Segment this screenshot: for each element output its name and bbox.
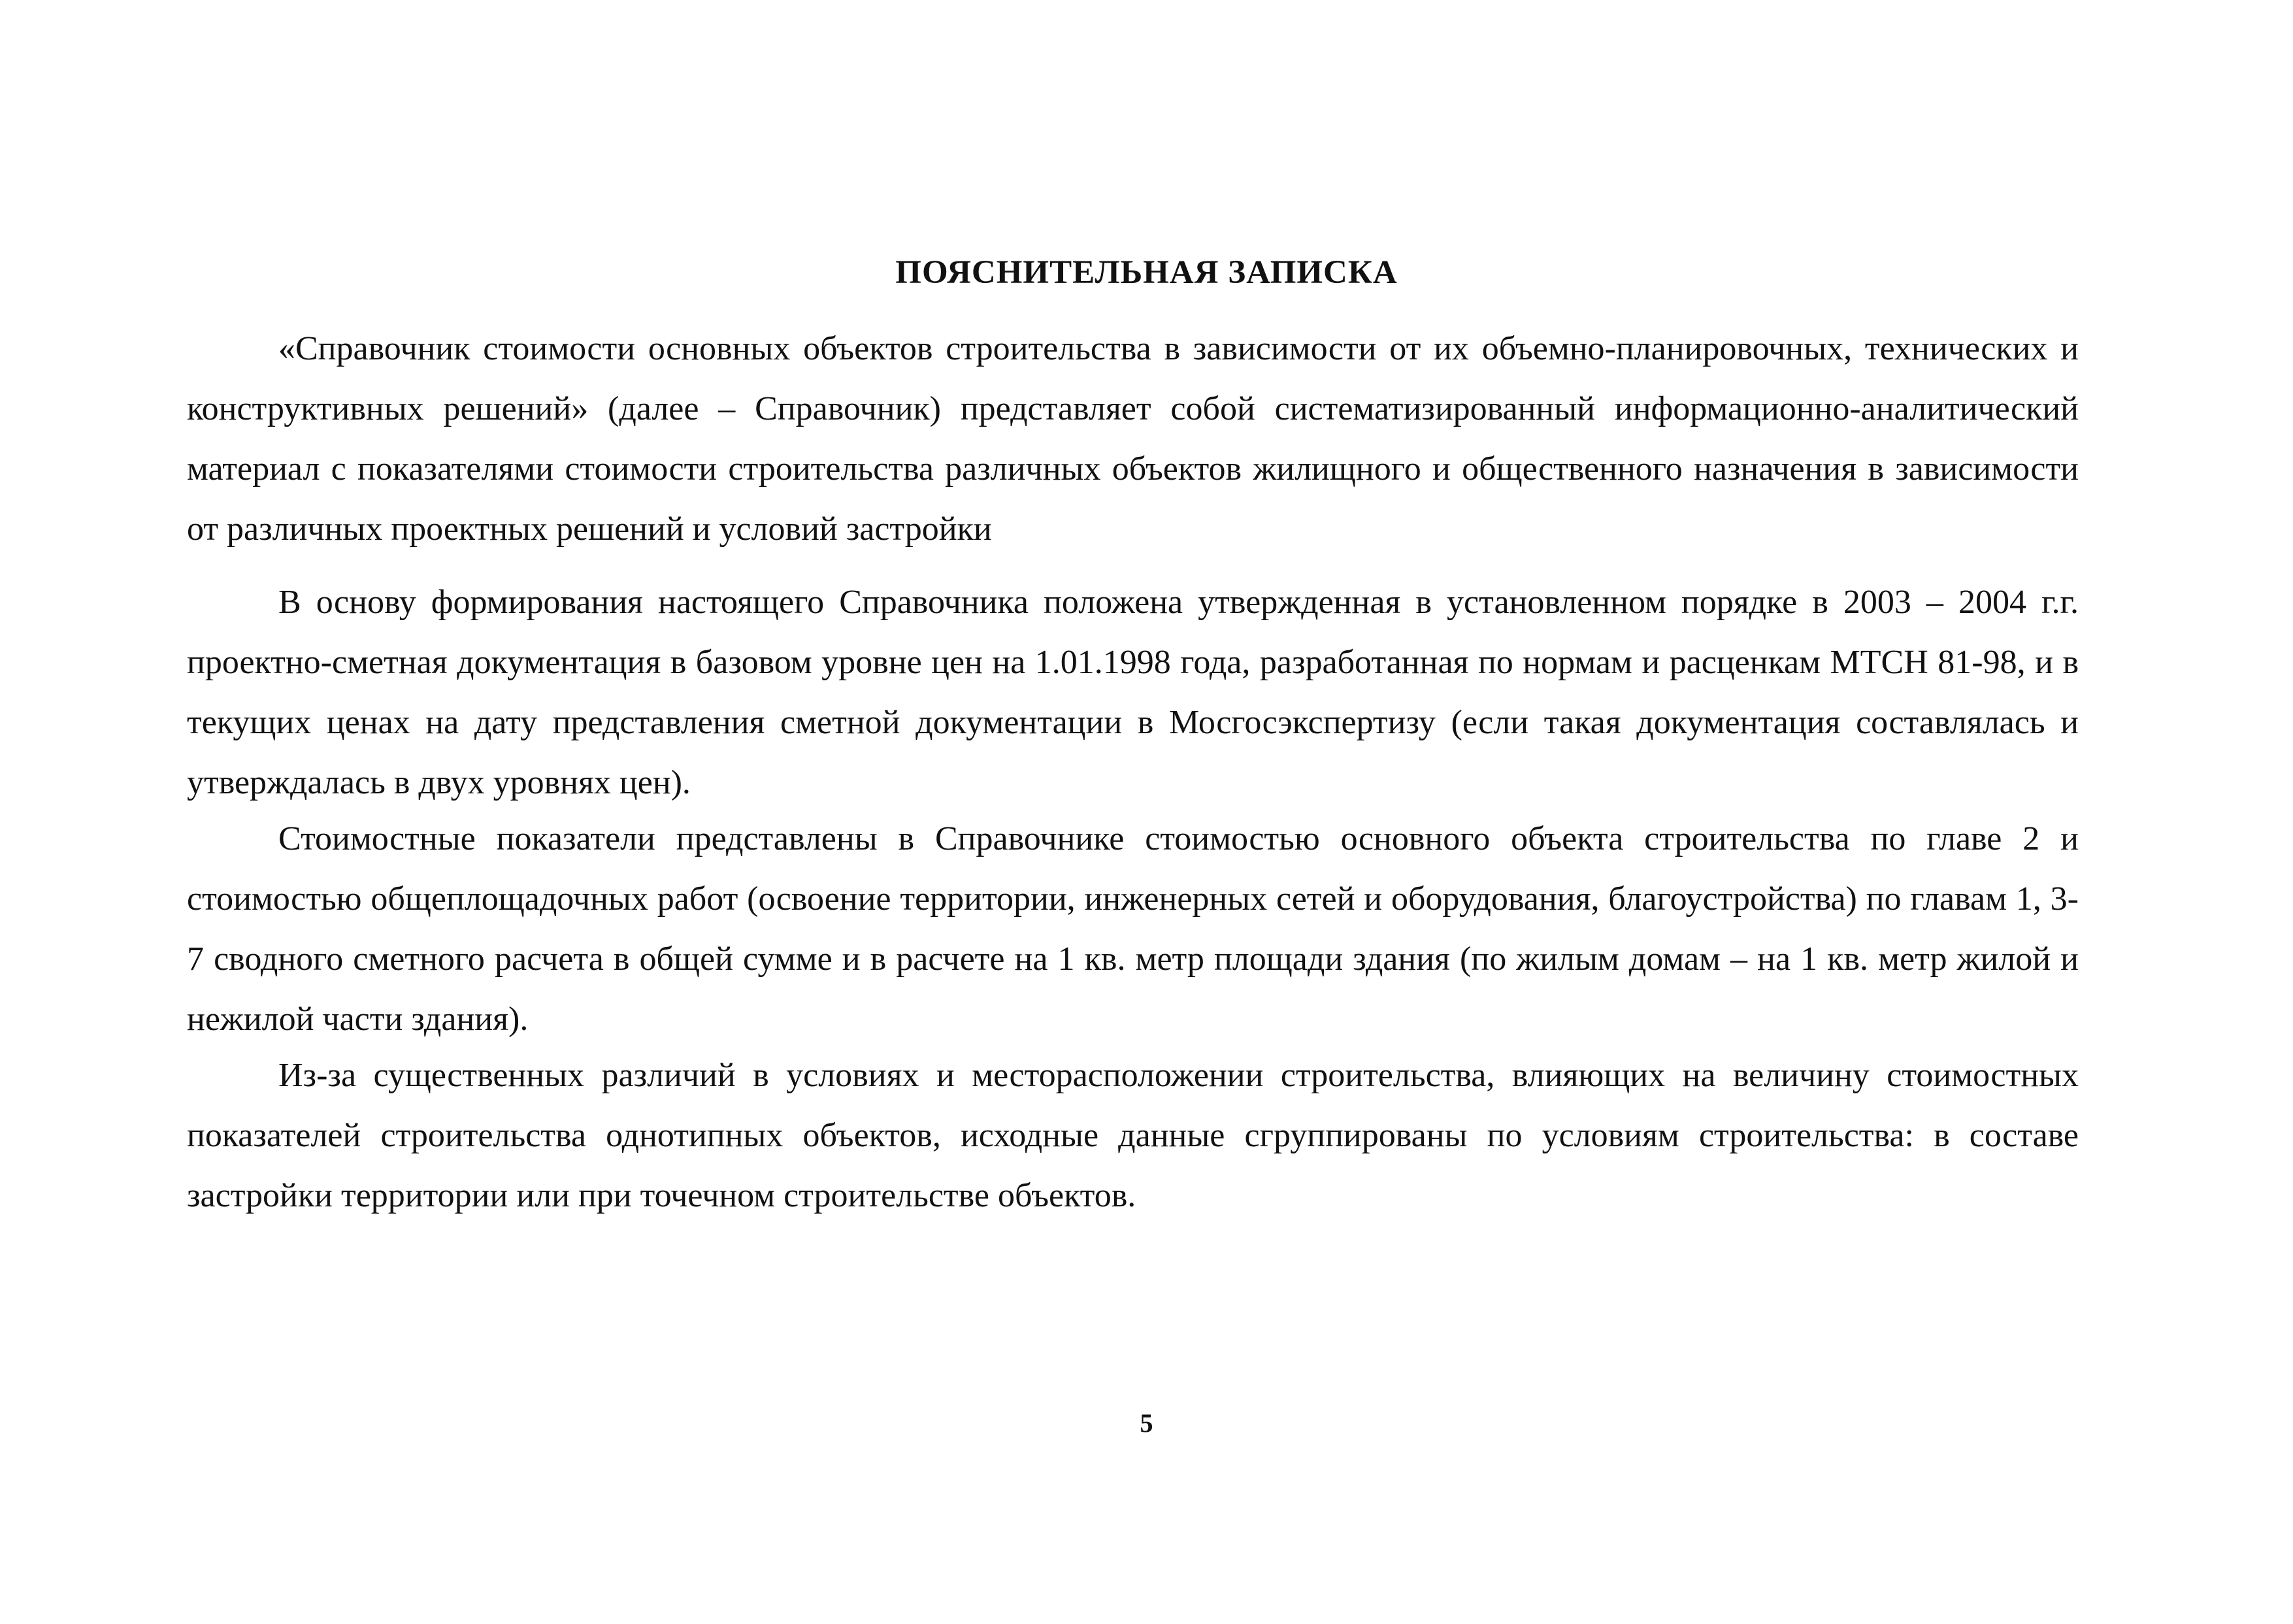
paragraph-cost-indicators: Стоимостные показатели представлены в Справочнике стоимостью основного объекта строительства по главе 2 и стоимостью общеплощадочных работ (освоение территории, инженерных сетей и оборудования, благоустройства) по главам 1, 3-7 сводного сметного расчета в общей сумме и в расчете на 1 кв. метр площади здания (по жилым домам – на 1 кв. метр жилой и нежилой части здания). [187,820,2079,1038]
paragraph-grouping: Из-за существенных различий в условиях и месторасположении строительства, влияющих на величину стоимостных показателей строительства однотипных объектов, исходные данные сгруппированы по условиям строительства: в составе застройки территории или при точечном строительстве объектов. [187,1057,2079,1214]
paragraph-basis: В основу формирования настоящего Справочника положена утвержденная в установленном порядке в 2003 – 2004 г.г. проектно-сметная документация в базовом уровне цен на 1.01.1998 года, разработанная по нормам и расценкам МТСН 81-98, и в текущих ценах на дату представления сметной документации в Мосгосэкспертизу (если такая документация составлялась и утверждалась в двух уровнях цен). [187,584,2079,801]
paragraph-intro: «Справочник стоимости основных объектов строительства в зависимости от их объемно-планировочных, технических и конструктивных решений» (далее – Справочник) представляет собой систематизированный информационно-аналитический материал с показателями стоимости строительства различных объектов жилищного и общественного назначения в зависимости от различных проектных решений и условий застройки [187,330,2079,548]
page-number: 5 [1140,1408,1153,1438]
page-title: ПОЯСНИТЕЛЬНАЯ ЗАПИСКА [895,254,1398,291]
